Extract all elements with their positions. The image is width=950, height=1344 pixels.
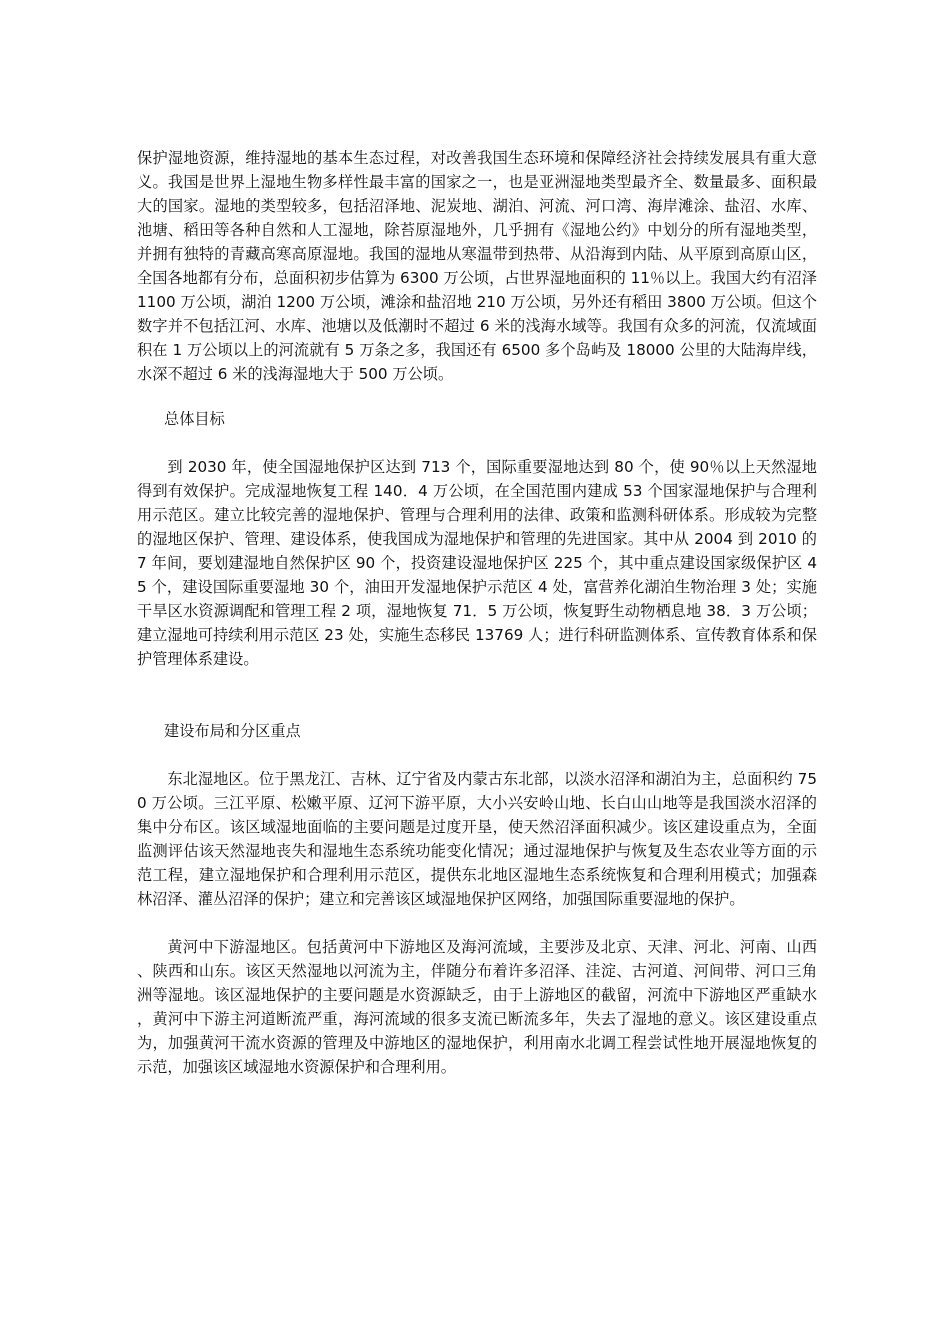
spacer xyxy=(137,431,817,455)
spacer xyxy=(137,911,817,935)
intro-paragraph: 保护湿地资源，维持湿地的基本生态过程，对改善我国生态环境和保障经济社会持续发展具有重大意义。我国是世界上湿地生物多样性最丰富的国家之一，也是亚洲湿地类型最齐全、数量最多、面积最大的国家。湿地的类型较多，包括沼泽地、泥炭地、湖泊、河流、河口湾、海岸滩涂、盐沼、水库、池塘、稻田等各种自然和人工湿地，除苔原湿地外，几乎拥有《湿地公约》中划分的所有湿地类型，并拥有独特的青藏高寒高原湿地。我国的湿地从寒温带到热带、从沿海到内陆、从平原到高原山区，全国各地都有分布，总面积初步估算为 6300 万公顷，占世界湿地面积的 11％以上。我国大约有沼泽 1100 万公顷，湖泊 1200 万公顷，滩涂和盐沼地 210 万公顷，另外还有稻田 3800 万公顷。但这个数字并不包括江河、水库、池塘以及低潮时不超过 6 米的浅海水域等。我国有众多的河流，仅流域面积在 1 万公顷以上的河流就有 5 万条之多，我国还有 6500 多个岛屿及 18000 公里的大陆海岸线，水深不超过 6 米的浅海湿地大于 500 万公顷。 xyxy=(137,149,817,383)
northeast-paragraph: 东北湿地区。位于黑龙江、吉林、辽宁省及内蒙古东北部，以淡水沼泽和湖泊为主，总面积约 750 万公顷。三江平原、松嫩平原、辽河下游平原，大小兴安岭山地、长白山山地等是我国淡水沼泽的集中分布区。该区域湿地面临的主要问题是过度开垦，使天然沼泽面积减少。该区建设重点为，全面监测评估该天然湿地丧失和湿地生态系统功能变化情况；通过湿地保护与恢复及生态农业等方面的示范工程，建立湿地保护和合理利用示范区，提供东北地区湿地生态系统恢复和合理利用模式；加强森林沼泽、灌丛沼泽的保护；建立和完善该区域湿地保护区网络，加强国际重要湿地的保护。 xyxy=(137,770,817,908)
spacer xyxy=(137,386,817,407)
section-heading-layout: 建设布局和分区重点 xyxy=(164,722,301,740)
document-body xyxy=(137,146,817,1079)
spacer xyxy=(137,743,817,767)
goal-paragraph: 到 2030 年，使全国湿地保护区达到 713 个，国际重要湿地达到 80 个，使 90％以上天然湿地得到有效保护。完成湿地恢复工程 140．4 万公顷，在全国范围内建成 53 个国家湿地保护与合理利用示范区。建立比较完善的湿地保护、管理与合理利用的法律、政策和监测科研体系。形成较为完整的湿地区保护、管理、建设体系，使我国成为湿地保护和管理的先进国家。其中从 2004 到 2010 的 7 年间，要划建湿地自然保护区 90 个，投资建设湿地保护区 225 个，其中重点建设国家级保护区 45 个，建设国际重要湿地 30 个，油田开发湿地保护示范区 4 处，富营养化湖泊生物治理 3 处；实施干旱区水资源调配和管理工程 2 项，湿地恢复 71．5 万公顷，恢复野生动物栖息地 38．3 万公顷；建立湿地可持续利用示范区 23 处，实施生态移民 13769 人；进行科研监测体系、宣传教育体系和保护管理体系建设。 xyxy=(137,458,817,668)
section-heading-goal: 总体目标 xyxy=(164,410,225,428)
yellow-river-paragraph: 黄河中下游湿地区。包括黄河中下游地区及海河流域，主要涉及北京、天津、河北、河南、山西、陕西和山东。该区天然湿地以河流为主，伴随分布着许多沼泽、洼淀、古河道、河间带、河口三角洲等湿地。该区湿地保护的主要问题是水资源缺乏，由于上游地区的截留，河流中下游地区严重缺水，黄河中下游主河道断流严重，海河流域的很多支流已断流多年，失去了湿地的意义。该区建设重点为，加强黄河干流水资源的管理及中游地区的湿地保护，利用南水北调工程尝试性地开展湿地恢复的示范，加强该区域湿地水资源保护和合理利用。 xyxy=(137,938,817,1076)
spacer xyxy=(137,671,817,719)
